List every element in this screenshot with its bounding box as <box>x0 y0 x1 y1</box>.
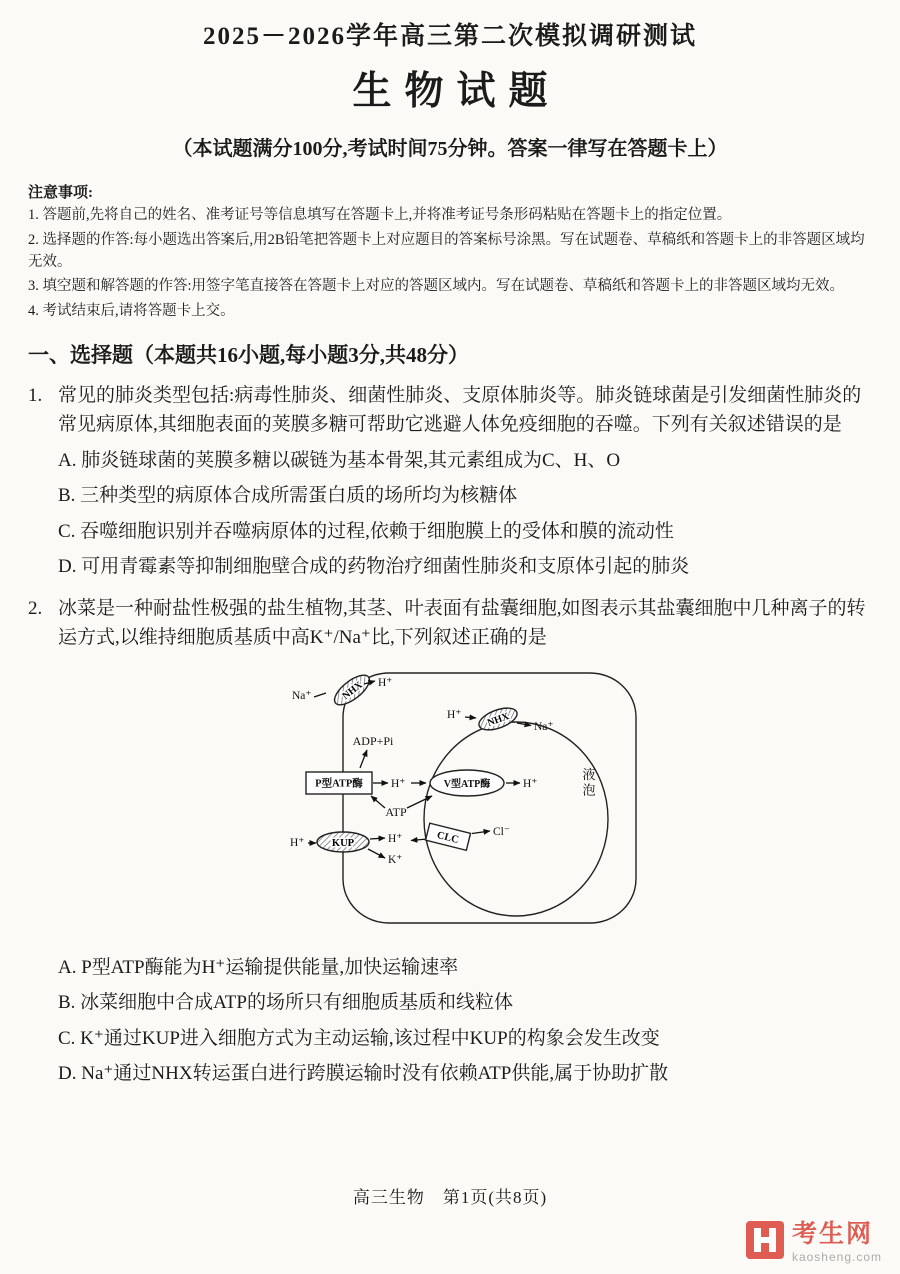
question-1-option-b: B. 三种类型的病原体合成所需蛋白质的场所均为核糖体 <box>58 485 518 507</box>
exam-session-title: 2025－2026学年高三第二次模拟调研测试 <box>202 23 697 50</box>
subject-title: 生物试题 <box>352 70 561 113</box>
kup-k-arrow <box>368 849 385 858</box>
question-2-stem: 冰菜是一种耐盐性极强的盐生植物,其茎、叶表面有盐囊细胞,如图表示其盐囊细胞中几种离子的转运方式,以维持细胞质基质中高K⁺/Na⁺比,下列叙述正确的是 <box>58 597 866 649</box>
paper-header <box>28 16 872 161</box>
notices-section <box>28 181 872 323</box>
q2-ion-transport-diagram <box>266 667 666 937</box>
question-2-option-b: B. 冰菜细胞中合成ATP的场所只有细胞质基质和线粒体 <box>58 992 513 1013</box>
question-2 <box>28 594 872 653</box>
nhx-tonoplast-transporter <box>476 703 520 734</box>
question-1-option-a: A. 肺炎链球菌的荚膜多糖以碳链为基本骨架,其元素组成为C、H、O <box>58 449 621 471</box>
clc-transporter <box>426 823 471 850</box>
k-in-label: K⁺ <box>388 853 403 866</box>
question-2-option-c: C. K⁺通过KUP进入细胞方式为主动运输,该过程中KUP的构象会发生改变 <box>58 1027 660 1049</box>
kaosheng-watermark <box>746 1221 882 1265</box>
h-in-label: H⁺ <box>388 832 403 845</box>
adp-pi-label: ADP+Pi <box>352 733 394 748</box>
clc-label: CLC <box>435 829 460 846</box>
question-1-stem: 常见的肺炎类型包括:病毒性肺炎、细菌性肺炎、支原体肺炎等。肺炎链球菌是引发细菌性肺炎的常见病原体,其细胞表面的荚膜多糖可帮助它逃避人体免疫细胞的吞噬。下列有关叙述错误的是 <box>58 384 862 436</box>
question-1 <box>28 381 872 440</box>
notice-item-3: 3. 填空题和解答题的作答:用签字笔直接答在答题卡上对应的答题区域内。写在试题卷、草稿纸和答题卡上的非答题区域均无效。 <box>28 278 845 295</box>
kup-h-arrow <box>370 838 385 839</box>
page-footer: 高三生物 第1页(共8页) <box>352 1188 548 1207</box>
clc-cl-arrow <box>472 831 490 834</box>
na-vacuole-label: Na⁺ <box>534 720 554 733</box>
na-inflow-line <box>314 693 326 697</box>
notices-title: 注意事项: <box>28 185 93 201</box>
h-top-label: H⁺ <box>378 676 393 689</box>
question-1-option-d: D. 可用青霉素等抑制细胞壁合成的药物治疗细菌性肺炎和支原体引起的肺炎 <box>58 556 690 578</box>
h-tonoplast-in-label: H⁺ <box>447 708 462 721</box>
vacuole-label: 液泡 <box>582 766 596 798</box>
cell-membrane <box>343 673 636 923</box>
atp-label: ATP <box>385 804 407 819</box>
question-2-option-a: A. P型ATP酶能为H⁺运输提供能量,加快运输速率 <box>58 956 459 978</box>
nhx-tonoplast-label: NHX <box>486 710 511 729</box>
exam-info-line: （本试题满分100分,考试时间75分钟。答案一律写在答题卡上） <box>172 138 728 160</box>
atp-to-p-arrow <box>371 796 385 808</box>
notice-item-1: 1. 答题前,先将自己的姓名、准考证号等信息填写在答题卡上,并将准考证号条形码粘贴在答题卡上的指定位置。 <box>28 207 732 223</box>
question-2-number: 2. <box>28 597 43 619</box>
watermark-site-name: 考生网 <box>791 1220 873 1248</box>
h-into-nhx-arrow <box>465 717 476 718</box>
watermark-text-block <box>792 1221 882 1265</box>
nhx-plasma-label: NHX <box>340 679 365 702</box>
atp-to-v-arrow <box>407 796 432 808</box>
notice-item-2: 2. 选择题的作答:每小题选出答案后,用2B铅笔把答题卡上对应题目的答案标号涂黑。写在试题卷、草稿纸和答题卡上的非答题区域均无效。 <box>28 231 865 270</box>
watermark-site-url: kaosheng.com <box>791 1250 882 1264</box>
kup-label: KUP <box>331 837 355 849</box>
section-1-title: 一、选择题（本题共16小题,每小题3分,共48分） <box>28 342 469 367</box>
v-atpase-label: V型ATP酶 <box>443 778 491 790</box>
p-atpase-label: P型ATP酶 <box>315 778 363 789</box>
h-cytoplasm-label: H⁺ <box>391 777 406 790</box>
q2-figure <box>266 667 872 942</box>
vacuole-membrane <box>424 722 608 916</box>
cl-vacuole-label: Cl⁻ <box>493 825 510 838</box>
question-1-number: 1. <box>28 384 43 406</box>
h-outside-label: H⁺ <box>290 836 305 849</box>
clc-left-arrow <box>411 839 427 841</box>
nhx-plasma-transporter <box>330 669 374 709</box>
na-outside-label: Na⁺ <box>292 689 312 702</box>
kaosheng-logo-icon <box>746 1221 784 1259</box>
notice-item-4: 4. 考试结束后,请将答题卡上交。 <box>28 303 235 319</box>
h-vacuole-label: H⁺ <box>523 777 538 790</box>
adp-pi-arrow <box>360 750 367 768</box>
question-2-option-d: D. Na⁺通过NHX转运蛋白进行跨膜运输时没有依赖ATP供能,属于协助扩散 <box>58 1063 669 1084</box>
question-1-option-c: C. 吞噬细胞识别并吞噬病原体的过程,依赖于细胞膜上的受体和膜的流动性 <box>58 520 674 542</box>
